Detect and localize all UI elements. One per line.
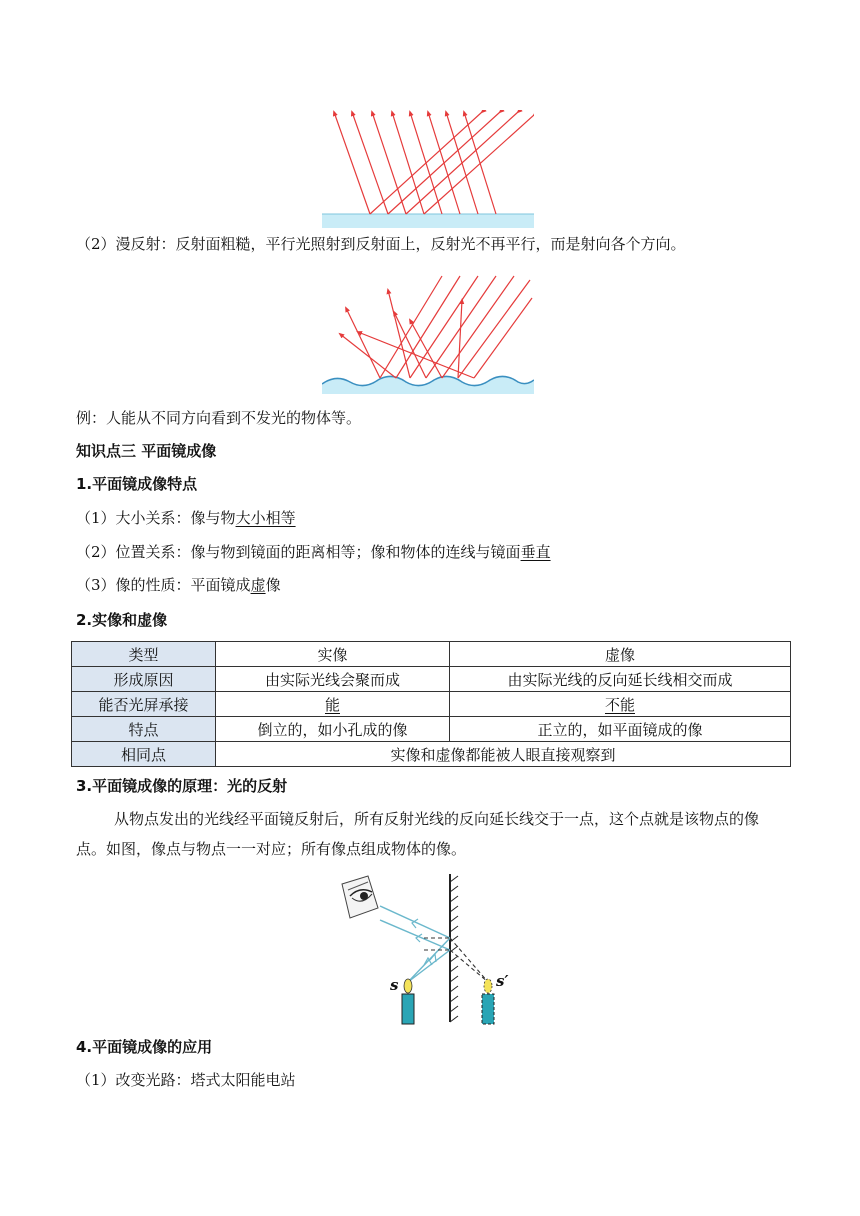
smooth-surface <box>322 214 534 228</box>
table-row <box>72 742 791 767</box>
real-virtual-table <box>71 641 791 767</box>
feature-text: 像与物 <box>190 509 236 527</box>
table-cell: 能否光屏承接 <box>72 692 216 717</box>
diffuse-title: （2）漫反射： <box>76 235 176 253</box>
table-cell: 虚像 <box>450 642 791 667</box>
eye-icon <box>342 876 378 918</box>
diffuse-reflection-figure <box>322 272 534 394</box>
rough-surface <box>322 376 534 394</box>
feature-text: 像与物到镜面的距离相等；像和物体的连线与镜面 <box>190 543 521 561</box>
feature-key-term: 大小相等 <box>235 509 296 527</box>
table-cell <box>450 692 791 717</box>
table-cell: 由实际光线的反向延长线相交而成 <box>450 667 791 692</box>
feature-label: （3）像的性质： <box>76 576 191 594</box>
real-virtual-heading: 2.实像和虚像 <box>76 611 168 629</box>
table-cell: 由实际光线会聚而成 <box>216 667 450 692</box>
feature-text-end: 像 <box>265 576 281 594</box>
section3-title: 知识点三 平面镜成像 <box>76 442 217 460</box>
mirror-imaging-figure <box>338 872 518 1028</box>
table-cell: 类型 <box>72 642 216 667</box>
feature-item-size <box>76 508 296 528</box>
feature-item-nature <box>76 575 281 595</box>
specular-reflection-figure <box>322 110 534 228</box>
feature-label: （1）大小关系： <box>76 509 191 527</box>
principle-paragraph: 从物点发出的光线经平面镜反射后，所有反射光线的反向延长线交于一点，这个点就是该物点的像点。如图，像点与物点一一对应；所有像点组成物体的像。 <box>76 810 760 858</box>
feature-key-term: 垂直 <box>520 543 551 561</box>
table-cell: 正立的，如平面镜成的像 <box>450 717 791 742</box>
table-row <box>72 667 791 692</box>
feature-item-position <box>76 542 551 562</box>
feature-label: （2）位置关系： <box>76 543 191 561</box>
table-cell-text: 能 <box>324 695 340 714</box>
table-cell <box>216 692 450 717</box>
feature-key-term: 虚 <box>250 576 266 594</box>
image-candle <box>482 979 494 1024</box>
features-heading: 1.平面镜成像特点 <box>76 475 198 493</box>
table-cell: 实像 <box>216 642 450 667</box>
application-item-1: （1）改变光路：塔式太阳能电站 <box>76 1071 296 1089</box>
diffuse-text: 反射面粗糙，平行光照射到反射面上，反射光不再平行，而是射向各个方向。 <box>175 235 686 253</box>
table-row <box>72 692 791 717</box>
table-cell: 特点 <box>72 717 216 742</box>
feature-text: 平面镜成 <box>190 576 251 594</box>
principle-heading: 3.平面镜成像的原理：光的反射 <box>76 777 288 795</box>
table-cell-text: 不能 <box>604 695 635 714</box>
table-cell: 相同点 <box>72 742 216 767</box>
example-text: 例：人能从不同方向看到不发光的物体等。 <box>76 409 362 427</box>
table-cell: 倒立的，如小孔成的像 <box>216 717 450 742</box>
diffuse-reflection-line <box>76 234 686 254</box>
table-row <box>72 642 791 667</box>
object-candle <box>402 979 414 1024</box>
object-label: s <box>390 976 399 994</box>
application-heading: 4.平面镜成像的应用 <box>76 1038 213 1056</box>
table-row <box>72 717 791 742</box>
image-label: s′ <box>496 972 509 990</box>
table-cell: 实像和虚像都能被人眼直接观察到 <box>216 742 791 767</box>
table-cell: 形成原因 <box>72 667 216 692</box>
